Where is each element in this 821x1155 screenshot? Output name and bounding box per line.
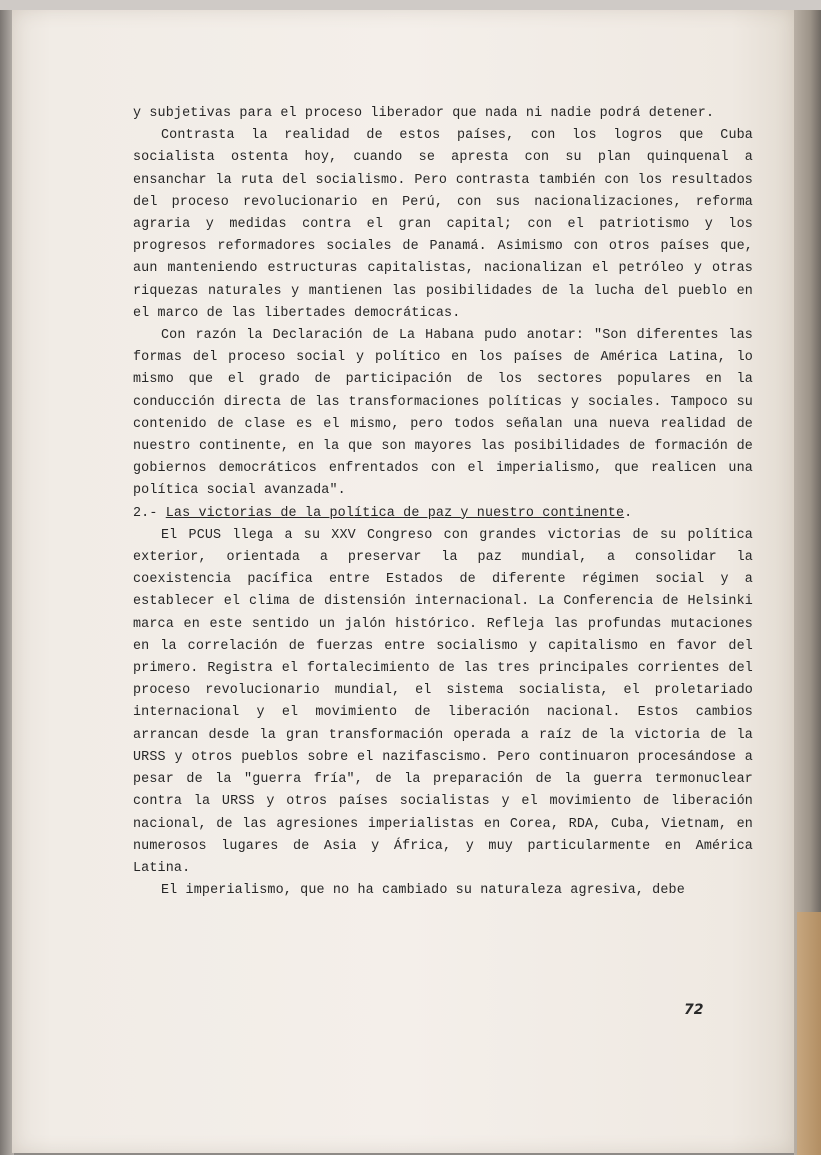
paragraph-declaration: Con razón la Declaración de La Habana pudo anotar: "Son diferentes las formas del proceso social y político en los países de América Latina, lo mismo que el grado de participación de los sectores populares en la conducción directa de las transformaciones políticas y sociales. Tampoco su contenido de clase es el mismo, pero todos señalan una nueva realidad de nuestro continente, en la que son mayores las posibilidades de formación de gobiernos democráticos enfrentados con el imperialismo, que realicen una política social avanzada".: [133, 328, 753, 499]
paragraph-continuation: y subjetivas para el proceso liberador que nada ni nadie podrá detener.: [133, 106, 715, 121]
section-title-end: .: [624, 505, 633, 521]
page-number: 72: [684, 1002, 704, 1018]
page-text: [133, 103, 753, 902]
paragraph-imperialism: El imperialismo, que no ha cambiado su naturaleza agresiva, debe: [161, 883, 685, 899]
paragraph-pcus: El PCUS llega a su XXV Congreso con grandes victorias de su política exterior, orientada a preservar la paz mundial, a consolidar la coexistencia pacífica entre Estados de diferente régimen social y a establecer el clima de distensión internacional. La Conferencia de Helsinki marca en este sentido un jalón histórico. Refleja las profundas mutaciones en la correlación de fuerzas entre socialismo y capitalismo en favor del primero. Registra el fortalecimiento de las tres principales corrientes del proceso revolucionario mundial, el sistema socialista, el proletariado internacional y el movimiento de liberación nacional. Estos cambios arrancan desde la gran transformación operada a raíz de la victoria de la URSS y otros pueblos sobre el nazifascismo. Pero continuaron procesándose a pesar de la "guerra fría", de la preparación de la guerra termonuclear contra la URSS y otros países socialistas y el movimiento de liberación nacional, de las agresiones imperialistas en Corea, RDA, Cuba, Vietnam, en numerosos lugares de Asia y África, y muy particularmente en América Latina.: [133, 527, 753, 876]
paragraph-contrast: Contrasta la realidad de estos países, con los logros que Cuba socialista ostenta hoy, cuando se apresta con su plan quinquenal a ensanchar la ruta del socialismo. Pero contrasta también con los resultados del proceso revolucionario en Perú, con sus nacionalizaciones, reforma agraria y medidas contra el gran capital; con el patriotismo y los progresos reformadores sociales de Panamá. Asimismo con otros países que, aun manteniendo estructuras capitalistas, nacionalizan el petróleo y otras riquezas naturales y mantienen las posibilidades de la lucha del pueblo en el marco de las libertades democráticas.: [133, 128, 753, 321]
section-heading: [133, 503, 753, 525]
page-tab-marker: [797, 912, 821, 1155]
section-title: Las victorias de la política de paz y nuestro continente: [165, 505, 625, 521]
section-number: 2.-: [133, 505, 158, 521]
scan-top-border: [0, 0, 821, 10]
